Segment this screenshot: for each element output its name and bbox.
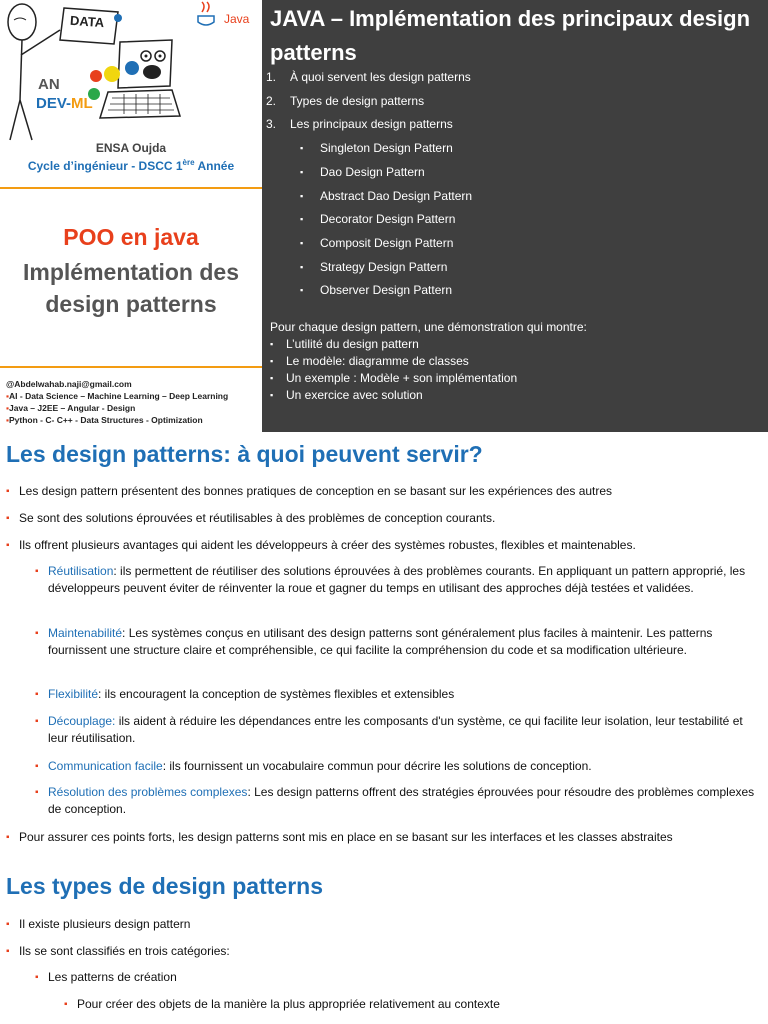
cycle-sup: ère <box>182 158 195 167</box>
school-name: ENSA Oujda <box>95 141 167 155</box>
demo-item: ▪ L’utilité du design pattern <box>270 337 419 351</box>
course-title: POO en java <box>63 224 199 250</box>
advantage-item: ▪ Flexibilité: ils encouragent la conception de systèmes flexibles et extensibles <box>35 687 455 701</box>
bullet: ▪ Ils offrent plusieurs avantages qui aident les développeurs à créer des systèmes robustes, flexibles et maintenables. <box>6 538 636 552</box>
category-item: ▪ Les patterns de création <box>35 970 177 984</box>
section-heading: Les types de design patterns <box>6 873 323 899</box>
contact-email: @Abdelwahab.naji@gmail.com <box>6 379 132 389</box>
contact-line: ▪Python - C- C++ - Data Structures - Optimization <box>6 415 203 425</box>
pattern-item: ▪ Observer Design Pattern <box>300 283 453 298</box>
bullet: ▪ Ils se sont classifiés en trois catégories: <box>6 944 230 958</box>
contact-line: ▪Java – J2EE – Angular - Design <box>6 403 136 413</box>
list-item: 1. À quoi servent les design patterns <box>266 70 471 84</box>
bullet: ▪ Les design pattern présentent des bonnes pratiques de conception en se basant sur les expériences des autres <box>6 484 613 498</box>
pattern-item: ▪ Singleton Design Pattern <box>300 141 453 156</box>
list-item: 3. Les principaux design patterns <box>266 117 453 132</box>
demo-item: ▪ Un exemple : Modèle + son implémentation <box>270 371 518 385</box>
demo-item: ▪ Le modèle: diagramme de classes <box>270 354 469 368</box>
pattern-item: ▪ Dao Design Pattern <box>300 164 425 179</box>
java-label: Java <box>224 12 250 26</box>
ml-label: ML <box>71 95 93 112</box>
summary-list <box>266 66 472 303</box>
summary-panel <box>262 0 768 432</box>
bullet: ▪ Il existe plusieurs design pattern <box>6 917 191 931</box>
pattern-item: ▪ Decorator Design Pattern <box>300 212 456 227</box>
bullet: ▪ Pour assurer ces points forts, les design patterns sont mis en place en se basant sur les interfaces et les classes abstraites <box>6 830 673 844</box>
stick-figure-logo-icon <box>0 0 262 148</box>
course-subtitle: Implémentation des design patterns <box>23 259 239 317</box>
advantage-item: ▪ Résolution des problèmes complexes: Les design patterns offrent des stratégies éprouvées pour résoudre des problèmes complexes de conception. <box>35 785 755 816</box>
pattern-item: ▪ Composit Design Pattern <box>300 235 454 250</box>
demo-intro: Pour chaque design pattern, une démonstration qui montre: <box>270 320 587 334</box>
cycle-prefix: Cycle d’ingénieur - DSCC 1 <box>27 159 183 173</box>
contact-block <box>6 378 228 426</box>
data-label: DATA <box>69 12 105 31</box>
cycle-suffix: Année <box>197 159 235 173</box>
advantage-item: ▪ Réutilisation: ils permettent de réutiliser des solutions éprouvées à des problèmes courants. En appliquant un pattern approprié, les développeurs peuvent éviter de réinventer la roue et gagner du temps en utilisant des approches déjà testées et validées. <box>35 564 746 595</box>
divider <box>0 187 262 189</box>
list-item: 2. Types de design patterns <box>266 93 425 108</box>
pattern-item: ▪ Strategy Design Pattern <box>300 259 448 274</box>
advantage-item: ▪ Maintenabilité: Les systèmes conçus en utilisant des design patterns sont généralement plus faciles à maintenir. Les patterns fournissent une structure claire et compréhensible, ce qui facilite la compréhension du code et sa modification ultérieure. <box>35 626 713 657</box>
dev-ml-label <box>36 95 93 112</box>
divider <box>0 366 262 368</box>
section-heading: Les design patterns: à quoi peuvent servir? <box>6 441 483 467</box>
category-detail: ▪ Pour créer des objets de la manière la plus appropriée relativement au contexte <box>64 997 500 1011</box>
advantage-item: ▪ Communication facile: ils fournissent un vocabulaire commun pour décrire les solutions de conception. <box>35 759 592 773</box>
dev-label: DEV- <box>36 95 72 112</box>
course-card <box>0 0 262 432</box>
cycle-label <box>0 158 262 173</box>
an-label: AN <box>38 76 60 93</box>
advantage-item: ▪ Découplage: ils aident à réduire les dépendances entre les composants d'un système, ce qui facilite leur isolation, leur testabilité et leur réutilisation. <box>35 714 743 745</box>
demo-block <box>270 319 587 404</box>
pattern-item: ▪ Abstract Dao Design Pattern <box>300 188 473 203</box>
bullet: ▪ Se sont des solutions éprouvées et réutilisables à des problèmes de conception courants. <box>6 511 496 525</box>
contact-line: ▪AI - Data Science – Machine Learning – Deep Learning <box>6 391 229 401</box>
course-logo <box>0 0 262 148</box>
banner <box>0 0 768 432</box>
summary-title: JAVA – Implémentation des principaux design patterns <box>270 6 751 65</box>
demo-item: ▪ Un exercice avec solution <box>270 388 423 402</box>
